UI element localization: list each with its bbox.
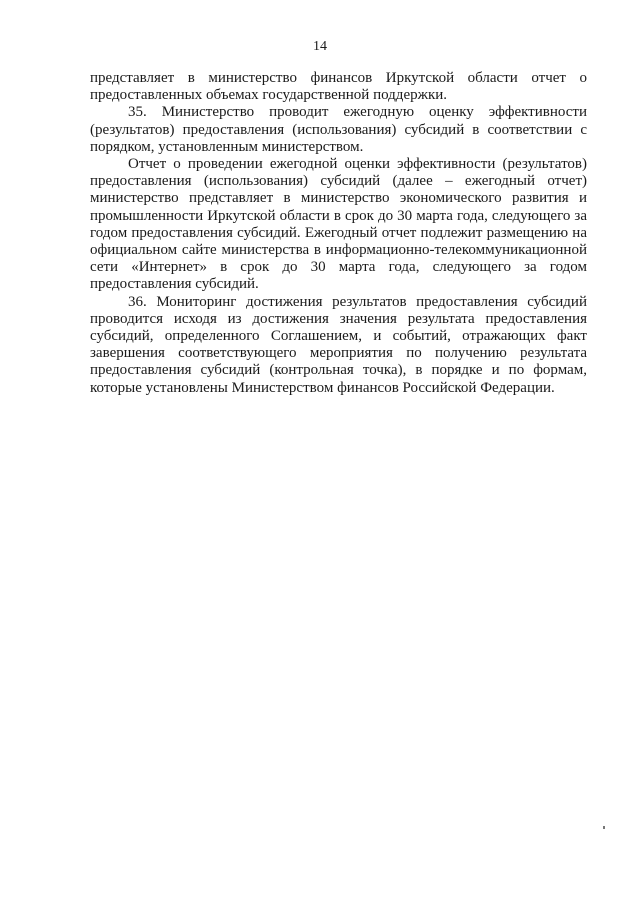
scan-speck xyxy=(603,826,605,829)
paragraph-36: 36. Мониторинг достижения результатов предоставления субсидий проводится исходя из достижения значения результата предоставления субсидий, определенного Соглашением, и событий, отражающих факт завершения соответствующего мероприятия по получению результата предоставления субсидий (контрольная точка), в порядке и по формам, которые установлены Министерством финансов Российской Федерации. xyxy=(90,293,587,396)
paragraph-annual-report: Отчет о проведении ежегодной оценки эффективности (результатов) предоставления (использования) субсидий (далее – ежегодный отчет) министерство представляет в министерство экономического развития и промышленности Иркутской области в срок до 30 марта года, следующего за годом предоставления субсидий. Ежегодный отчет подлежит размещению на официальном сайте министерства в информационно-телекоммуникационной сети «Интернет» в срок до 30 марта года, следующего за годом предоставления субсидий. xyxy=(90,156,587,293)
document-body xyxy=(90,70,587,397)
paragraph-35: 35. Министерство проводит ежегодную оценку эффективности (результатов) предоставления (использования) субсидий в соответствии с порядком, установленным министерством. xyxy=(90,104,587,155)
paragraph-continuation: представляет в министерство финансов Иркутской области отчет о предоставленных объемах государственной поддержки. xyxy=(90,70,587,104)
page-number: 14 xyxy=(313,39,327,54)
